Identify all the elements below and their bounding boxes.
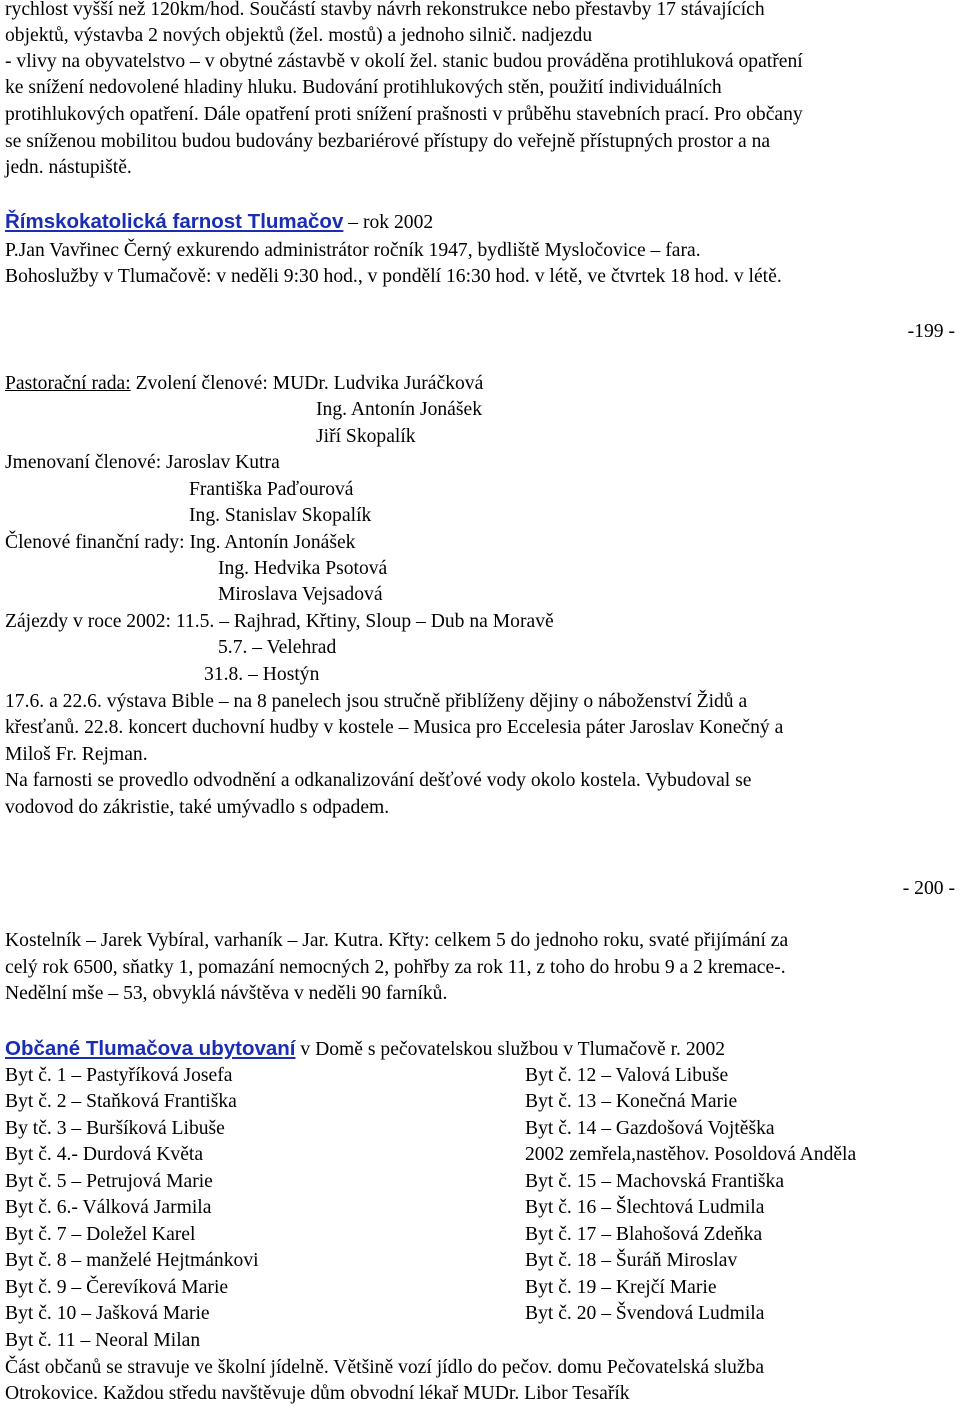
- resident-left: Byt č. 4.- Durdová Květa: [5, 1144, 204, 1165]
- list-item: [0, 1275, 960, 1301]
- resident-left: Byt č. 5 – Petrujová Marie: [5, 1171, 213, 1192]
- resident-left: Byt č. 2 – Staňková Františka: [5, 1091, 237, 1112]
- paragraph-line: jedn. nástupiště.: [5, 157, 132, 178]
- resident-left: Byt č. 9 – Čerevíková Marie: [5, 1277, 229, 1298]
- list-item: [0, 1195, 960, 1221]
- council-pastoral: [5, 371, 483, 397]
- list-item: [0, 1142, 960, 1168]
- parish-title-suffix: – rok 2002: [348, 212, 434, 233]
- finance-member: Ing. Hedvika Psotová: [218, 558, 388, 579]
- pastoral-label: Pastorační rada:: [5, 373, 131, 394]
- elected-member: Ing. Antonín Jonášek: [316, 399, 482, 420]
- events-line: křesťanů. 22.8. koncert duchovní hudby v kostele – Musica pro Eccelesia páter Jaroslav Konečný a: [5, 717, 784, 738]
- resident-right: Byt č. 13 – Konečná Marie: [525, 1091, 738, 1112]
- parish-title-link[interactable]: Římskokatolická farnost Tlumačov: [5, 210, 344, 233]
- finance-label: Členové finanční rady: Ing. Antonín Jonášek: [5, 532, 356, 553]
- paragraph-line: protihlukových opatření. Dále opatření proti snížení prašnosti v průběhu stavebních prací. Pro občany: [5, 104, 803, 125]
- resident-left: Byt č. 6.- Válková Jarmila: [5, 1197, 212, 1218]
- appointed-label: Jmenovaní členové: Jaroslav Kutra: [5, 452, 280, 473]
- elected-member: Jiří Skopalík: [316, 426, 416, 447]
- list-item: [0, 1222, 960, 1248]
- footer-line: Část občanů se stravuje ve školní jídelně. Většině vozí jídlo do pečov. domu Pečovatelská služba: [5, 1357, 765, 1378]
- events-line: 17.6. a 22.6. výstava Bible – na 8 panelech jsou stručně přiblíženy dějiny o náboženství Židů a: [5, 691, 748, 712]
- events-line: Na farnosti se provedlo odvodnění a odkanalizování dešťové vody okolo kostela. Vybudoval se: [5, 770, 752, 791]
- list-item: [0, 1116, 960, 1142]
- resident-right: 2002 zemřela,nastěhov. Posoldová Anděla: [525, 1144, 857, 1165]
- paragraph-line: - vlivy na obyvatelstvo – v obytné zástavbě v okolí žel. stanic budou prováděna protihluková opatření: [5, 51, 803, 72]
- stats-line: Nedělní mše – 53, obvyklá návštěva v neděli 90 farníků.: [5, 983, 448, 1004]
- parish-heading: [5, 209, 433, 236]
- parish-line: P.Jan Vavřinec Černý exkurendo administrátor ročník 1947, bydliště Mysločovice – fara.: [5, 240, 701, 261]
- paragraph-line: rychlost vyšší než 120km/hod. Součástí stavby návrh rekonstrukce nebo přestavby 17 stávajících: [5, 0, 765, 20]
- list-item: [0, 1328, 960, 1354]
- list-item: [0, 1169, 960, 1195]
- resident-right: Byt č. 12 – Valová Libuše: [525, 1065, 729, 1086]
- page-number: - 200 -: [902, 878, 955, 899]
- appointed-member: Ing. Stanislav Skopalík: [189, 505, 372, 526]
- resident-right: Byt č. 18 – Šuráň Miroslav: [525, 1250, 738, 1271]
- events-line: vodovod do zákristie, také umývadlo s odpadem.: [5, 797, 390, 818]
- resident-right: Byt č. 16 – Šlechtová Ludmila: [525, 1197, 765, 1218]
- finance-member: Miroslava Vejsadová: [218, 584, 383, 605]
- resident-right: Byt č. 20 – Švendová Ludmila: [525, 1303, 765, 1324]
- residents-heading: [5, 1036, 725, 1063]
- list-item: [0, 1248, 960, 1274]
- resident-left: Byt č. 11 – Neoral Milan: [5, 1330, 201, 1351]
- resident-right: Byt č. 14 – Gazdošová Vojtěška: [525, 1118, 775, 1139]
- parish-line: Bohoslužby v Tlumačově: v neděli 9:30 hod., v pondělí 16:30 hod. v létě, ve čtvrtek 18 hod. v létě.: [5, 266, 782, 287]
- resident-right: Byt č. 17 – Blahošová Zdeňka: [525, 1224, 763, 1245]
- resident-left: Byt č. 8 – manželé Hejtmánkovi: [5, 1250, 259, 1271]
- stats-line: celý rok 6500, sňatky 1, pomazání nemocných 2, pohřby za rok 11, z toho do hrobu 9 a 2 kremace-.: [5, 957, 786, 978]
- trip-item: 5.7. – Velehrad: [218, 637, 337, 658]
- list-item: [0, 1301, 960, 1327]
- events-line: Miloš Fr. Rejman.: [5, 744, 148, 765]
- residents-title-suffix: v Domě s pečovatelskou službou v Tlumačově r. 2002: [295, 1039, 726, 1060]
- list-item: [0, 1063, 960, 1089]
- resident-left: By tč. 3 – Buršíková Libuše: [5, 1118, 225, 1139]
- elected-label: Zvolení členové: MUDr. Ludvika Juráčková: [130, 373, 484, 394]
- resident-right: Byt č. 15 – Machovská Františka: [525, 1171, 785, 1192]
- footer-line: Otrokovice. Každou středu navštěvuje dům obvodní lékař MUDr. Libor Tesařík: [5, 1383, 630, 1404]
- resident-right: Byt č. 19 – Krejčí Marie: [525, 1277, 717, 1298]
- resident-left: Byt č. 7 – Doležel Karel: [5, 1224, 196, 1245]
- paragraph-line: se sníženou mobilitou budou budovány bezbariérové přístupy do veřejně přístupných prostor a na: [5, 131, 771, 152]
- stats-line: Kostelník – Jarek Vybíral, varhaník – Jar. Kutra. Křty: celkem 5 do jednoho roku, svaté přijímání za: [5, 930, 789, 951]
- paragraph-line: ke snížení nedovolené hladiny hluku. Budování protihlukových stěn, použití individuálních: [5, 77, 722, 98]
- trip-item: 31.8. – Hostýn: [204, 664, 320, 685]
- paragraph-line: objektů, výstavba 2 nových objektů (žel. mostů) a jednoho silnič. nadjezdu: [5, 25, 593, 46]
- appointed-member: Františka Paďourová: [189, 479, 354, 500]
- trips-label: Zájezdy v roce 2002: 11.5. – Rajhrad, Křtiny, Sloup – Dub na Moravě: [5, 611, 554, 632]
- resident-left: Byt č. 1 – Pastyříková Josefa: [5, 1065, 233, 1086]
- list-item: [0, 1089, 960, 1115]
- residents-title-link[interactable]: Občané Tlumačova ubytovaní: [5, 1037, 296, 1060]
- resident-left: Byt č. 10 – Jašková Marie: [5, 1303, 210, 1324]
- page-number: -199 -: [907, 321, 955, 342]
